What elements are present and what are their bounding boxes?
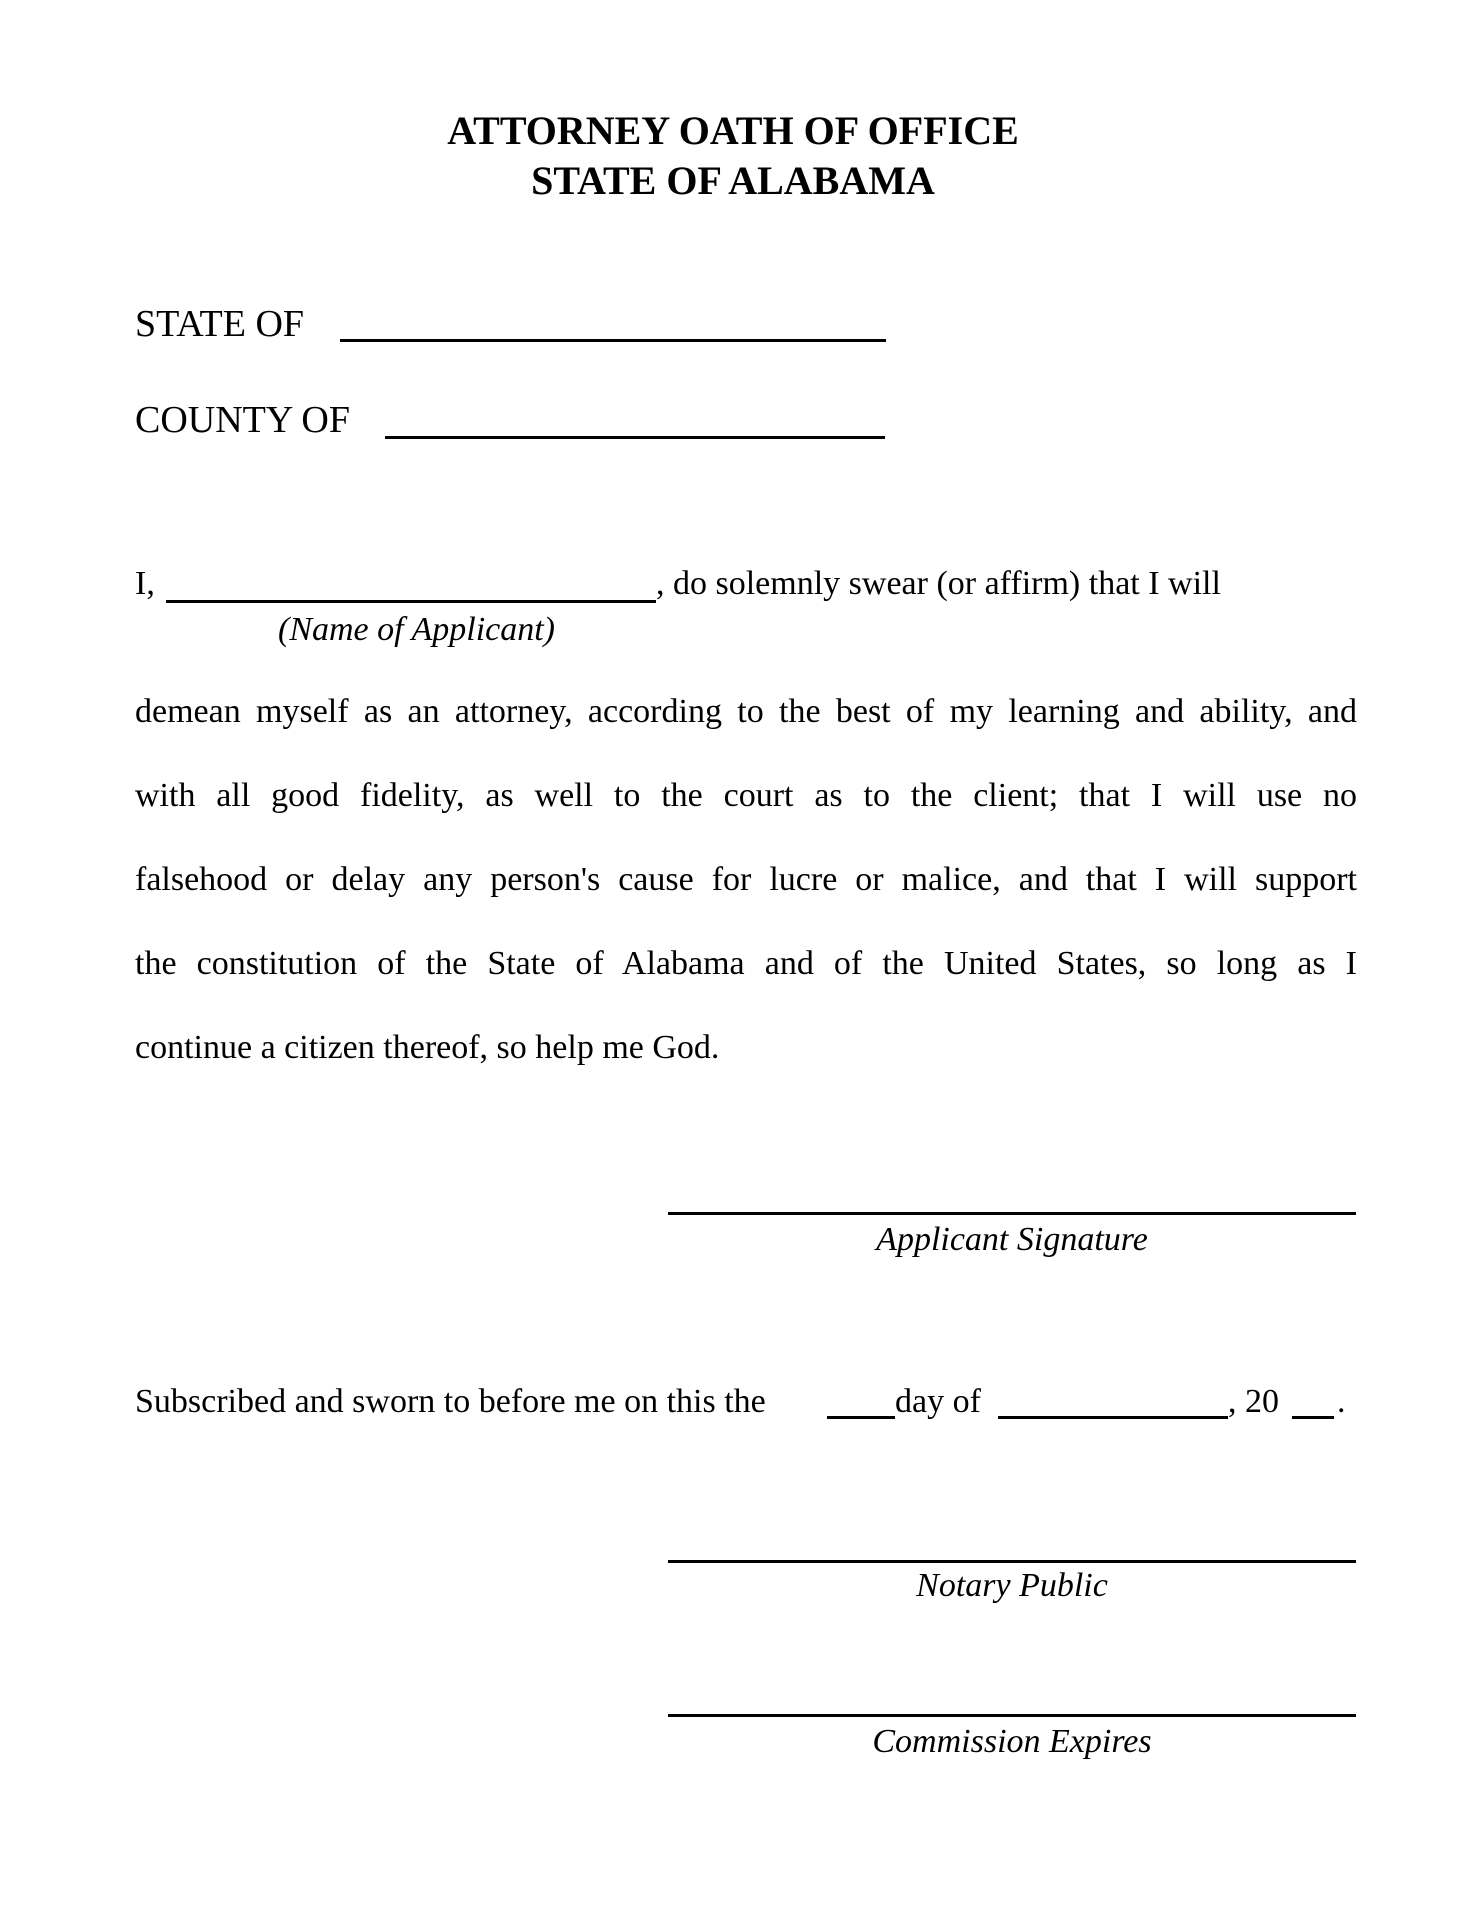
document-title-line2: STATE OF ALABAMA [531,158,935,203]
oath-first-line-text: , do solemnly swear (or affirm) that I will [656,565,1221,602]
year-field-line[interactable] [1292,1416,1334,1419]
commission-expires-line[interactable] [668,1714,1356,1717]
day-of-text: day of [895,1383,981,1420]
applicant-name-field-line[interactable] [166,600,656,603]
commission-expires-caption: Commission Expires [872,1723,1152,1760]
state-label: STATE OF [135,303,305,345]
oath-line: falsehood or delay any person's cause for lucre or malice, and that I will support [135,861,1357,898]
applicant-signature-caption: Applicant Signature [876,1221,1148,1258]
oath-line: the constitution of the State of Alabama and of the United States, so long as I [135,945,1357,982]
oath-prefix: I, [135,565,155,602]
oath-line: continue a citizen thereof, so help me God. [135,1029,720,1066]
name-of-applicant-caption: (Name of Applicant) [278,611,555,648]
oath-line: demean myself as an attorney, according to the best of my learning and ability, and [135,693,1357,730]
state-field-line[interactable] [340,339,886,342]
county-label: COUNTY OF [135,399,350,441]
subscribed-text: Subscribed and sworn to before me on this the [135,1383,766,1420]
year-prefix-text: , 20 [1228,1383,1279,1420]
oath-line: with all good fidelity, as well to the court as to the client; that I will use no [135,777,1357,814]
sentence-period: . [1337,1383,1346,1420]
day-field-line[interactable] [827,1416,895,1419]
month-field-line[interactable] [998,1416,1228,1419]
county-field-line[interactable] [385,436,885,439]
applicant-signature-line[interactable] [668,1212,1356,1215]
document-title-line1: ATTORNEY OATH OF OFFICE [447,108,1019,153]
notary-signature-line[interactable] [668,1560,1356,1563]
notary-public-caption: Notary Public [916,1567,1108,1604]
